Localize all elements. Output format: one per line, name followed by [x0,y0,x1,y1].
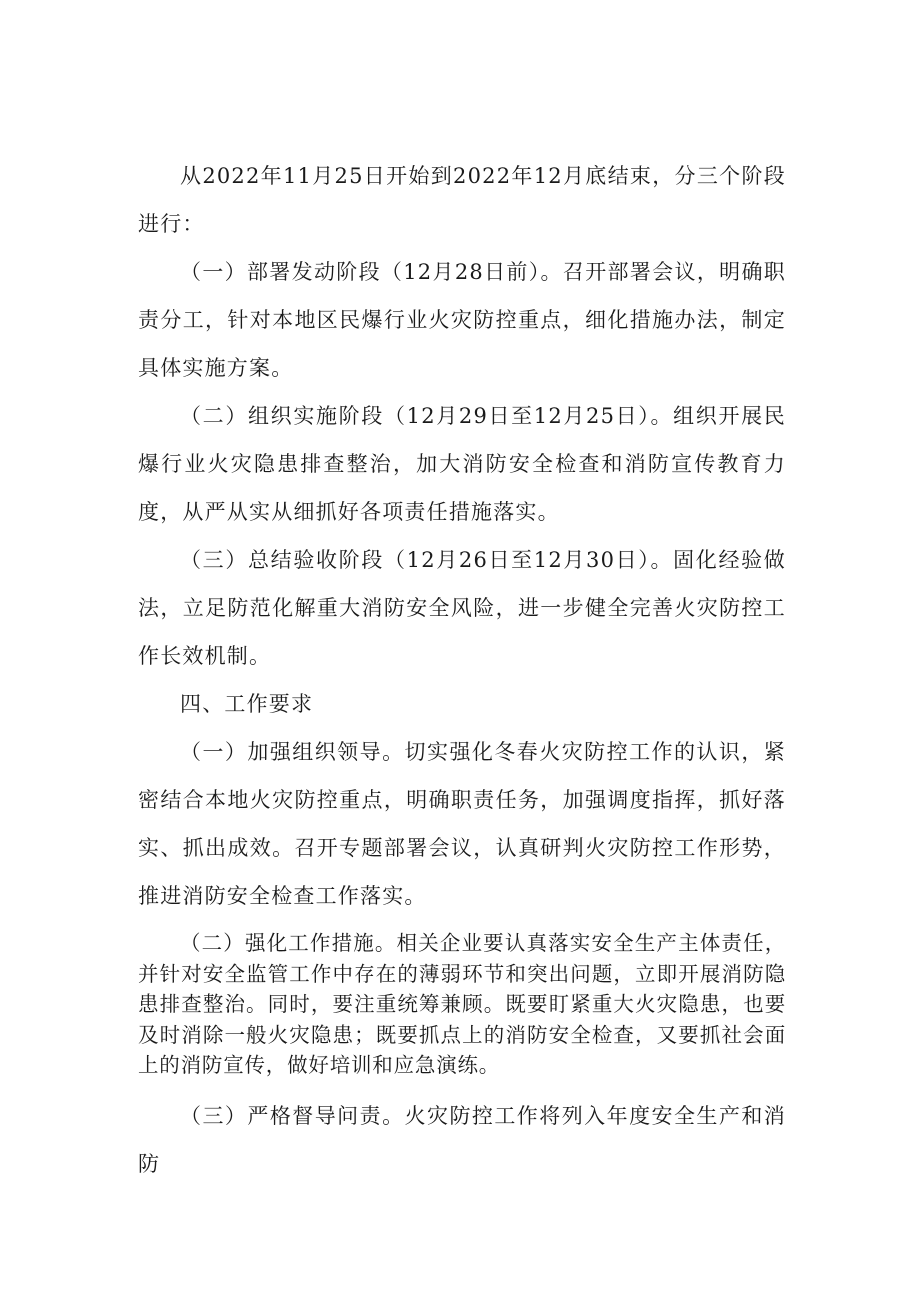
paragraph-phase-1: （一）部署发动阶段（12月28日前）。召开部署会议，明确职责分工，针对本地区民爆行业火灾防控重点，细化措施办法，制定具体实施方案。 [138,260,786,380]
section-heading-requirements: 四、工作要求 [180,692,314,716]
paragraph-requirement-3: （三）严格督导问责。火灾防控工作将列入年度安全生产和消防 [138,1104,786,1176]
paragraph-schedule-intro: 从2022年11月25日开始到2022年12月底结束，分三个阶段进行： [138,164,786,236]
paragraph-phase-2: （二）组织实施阶段（12月29日至12月25日）。组织开展民爆行业火灾隐患排查整治，加大消防安全检查和消防宣传教育力度，从严从实从细抓好各项责任措施落实。 [138,404,786,524]
paragraph-phase-3: （三）总结验收阶段（12月26日至12月30日）。固化经验做法，立足防范化解重大消防安全风险，进一步健全完善火灾防控工作长效机制。 [138,548,786,668]
paragraph-requirement-1: （一）加强组织领导。切实强化冬春火灾防控工作的认识，紧密结合本地火灾防控重点，明确职责任务，加强调度指挥，抓好落实、抓出成效。召开专题部署会议，认真研判火灾防控工作形势，推进消防安全检查工作落实。 [138,740,786,908]
paragraph-requirement-2: （二）强化工作措施。相关企业要认真落实安全生产主体责任，并针对安全监管工作中存在的薄弱环节和突出问题，立即开展消防隐患排查整治。同时，要注重统筹兼顾。既要盯紧重大火灾隐患，也要及时消除一般火灾隐患；既要抓点上的消防安全检查，又要抓社会面上的消防宣传，做好培训和应急演练。 [138,931,786,1077]
